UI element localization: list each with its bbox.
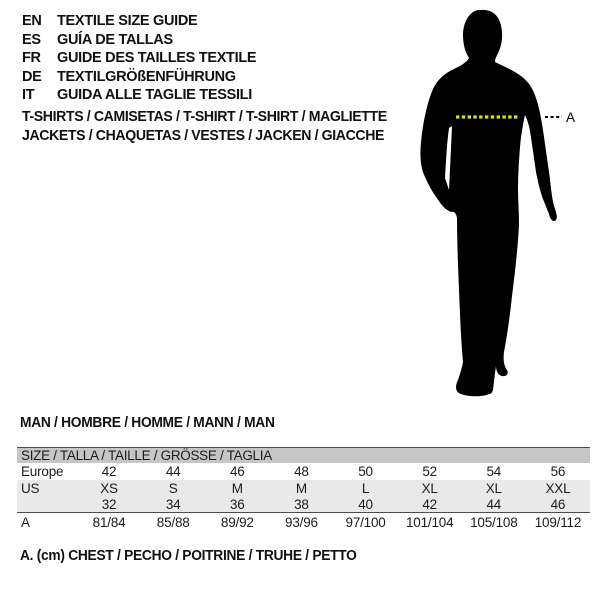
size-cell: 54 [486,464,502,479]
category-line-tshirts: T-SHIRTS / CAMISETAS / T-SHIRT / T-SHIRT / MAGLIETTE [22,108,387,125]
size-cell: 97/100 [345,514,386,530]
size-table-header: SIZE / TALLA / TAILLE / GRÖSSE / TAGLIA [17,448,590,463]
size-cell: 46 [230,464,245,479]
language-row [22,12,256,31]
language-row [22,86,256,105]
footnote-chest: A. (cm) CHEST / PECHO / POITRINE / TRUHE / PETTO [20,548,357,564]
size-cell: 46 [550,496,566,512]
language-code: DE [22,68,42,85]
language-code: FR [22,50,41,67]
size-table [17,447,590,531]
size-cell: 48 [294,464,309,479]
language-row [22,49,256,68]
language-code: EN [22,13,42,29]
category-line-jackets: JACKETS / CHAQUETAS / VESTES / JACKEN / GIACCHE [22,126,385,144]
size-cell: 44 [165,464,181,479]
language-label: GUIDE DES TAILLES TEXTILE [57,50,257,67]
size-cell: M [231,480,243,496]
size-cell: 42 [422,496,437,512]
category-titles [22,108,410,145]
size-cell: 109/112 [534,514,582,530]
language-row [22,68,256,87]
table-row [17,496,590,513]
size-cell: 34 [165,496,181,512]
size-cell: 105/108 [470,514,518,530]
size-cell: 85/88 [156,514,190,530]
language-code: IT [22,87,35,104]
language-label: TEXTILE SIZE GUIDE [57,13,198,29]
size-cell: 56 [550,464,566,479]
size-cell: 36 [230,496,245,512]
size-cell: 42 [101,464,117,479]
row-label: US [21,480,40,496]
size-cell: 44 [486,496,502,512]
size-cell: 89/92 [220,514,254,530]
size-cell: XS [100,480,118,496]
section-title-man: MAN / HOMBRE / HOMME / MANN / MAN [20,415,275,431]
man-silhouette-shape [420,10,556,396]
language-label: GUIDA ALLE TAGLIE TESSILI [57,87,252,104]
language-list [22,12,256,105]
language-row [22,31,256,50]
size-cell: L [361,480,370,496]
measure-label-a: A [566,110,576,125]
man-silhouette [405,0,600,410]
size-cell: 101/104 [405,514,454,530]
table-row [17,513,590,531]
size-cell: 32 [101,496,117,512]
size-cell: M [295,480,307,496]
language-label: GUÍA DE TALLAS [57,31,173,48]
table-row [17,463,590,480]
size-cell: S [168,480,178,496]
row-label: A [21,514,30,530]
size-cell: 52 [422,464,437,479]
size-cell: XL [421,480,438,496]
language-code: ES [22,31,41,48]
size-cell: 81/84 [92,514,126,530]
size-cell: 93/96 [285,514,318,530]
size-cell: XL [485,480,502,496]
row-label: Europe [21,464,64,479]
language-label: TEXTILGRÖßENFÜHRUNG [57,68,236,85]
table-row [17,480,590,496]
size-cell: 38 [294,496,309,512]
size-cell: 40 [358,496,373,512]
size-cell: 50 [358,464,373,479]
size-table-body [17,463,590,531]
size-cell: XXL [545,480,571,496]
